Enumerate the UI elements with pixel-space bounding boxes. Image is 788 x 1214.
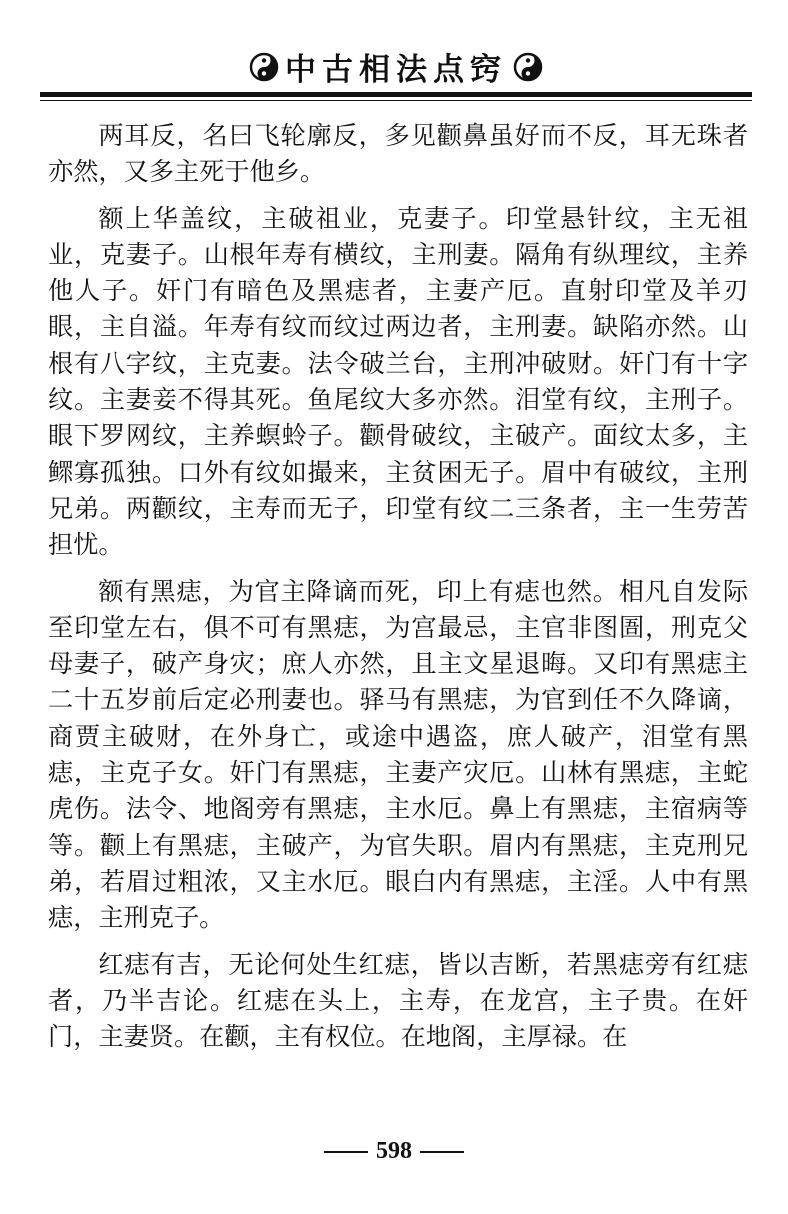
paragraph: 两耳反，名曰飞轮廓反，多见颧鼻虽好而不反，耳无珠者亦然，又多主死于他乡。 [48,121,748,187]
body-text [48,118,748,1065]
yin-yang-icon [249,52,279,92]
running-header [40,48,752,94]
paragraph: 额上华盖纹，主破祖业，克妻子。印堂悬针纹，主无祖业，克妻子。山根年寿有横纹，主刑妻。隔角有纵理纹，主养他人子。奸门有暗色及黑痣者，主妻产厄。直射印堂及羊刃眼，主自溢。年寿有纹而纹过两边者，主刑妻。缺陷亦然。山根有八字纹，主克妻。法令破兰台，主刑冲破财。奸门有十字纹。主妻妾不得其死。鱼尾纹大多亦然。泪堂有纹，主刑子。眼下罗网纹，主养螟蛉子。颧骨破纹，主破产。面纹太多，主鳏寡孤独。口外有纹如撮来，主贫困无子。眉中有破纹，主刑兄弟。两颧纹，主寿而无子，印堂有纹二三条者，主一生劳苦担忧。 [48,203,748,560]
header-title-row [40,50,752,92]
page-footer [0,1138,788,1165]
paragraph: 红痣有吉，无论何处生红痣，皆以吉断，若黑痣旁有红痣者，乃半吉论。红痣在头上，主寿，在龙宫，主子贵。在奸门，主妻贤。在颧，主有权位。在地阁，主厚禄。在 [48,949,748,1052]
yin-yang-icon [513,52,543,92]
header-rule-thin [40,100,752,101]
page-number: 598 [376,1138,412,1164]
footer-dash [420,1151,464,1153]
header-rule-thick [40,92,752,97]
footer-dash [324,1151,368,1153]
paragraph: 额有黑痣，为官主降谪而死，印上有痣也然。相凡自发际至印堂左右，俱不可有黑痣，为宫最忌，主官非图圄，刑克父母妻子，破产身灾；庶人亦然，且主文星退晦。又印有黑痣主二十五岁前后定必刑妻也。驿马有黑痣，为官到任不久降谪，商贾主破财，在外身亡，或途中遇盗，庶人破产，泪堂有黑痣，主克子女。奸门有黑痣，主妻产灾厄。山林有黑痣，主蛇虎伤。法令、地阁旁有黑痣，主水厄。鼻上有黑痣，主宿病等等。颧上有黑痣，主破产，为官失职。眉内有黑痣，主克刑兄弟，若眉过粗浓，又主水厄。眼白内有黑痣，主淫。人中有黑痣，主刑克子。 [48,576,748,933]
book-title: 中古相法点窍 [285,52,507,88]
